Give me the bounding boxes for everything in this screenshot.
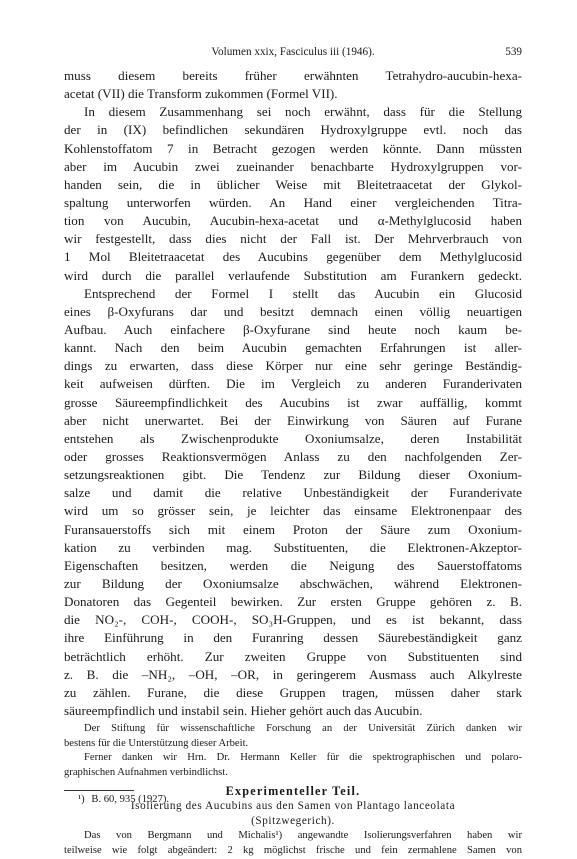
text-line: kannt. Nach den beim Aucubin gemachten Erfahrungen ist aller- <box>64 340 522 356</box>
text-line: Aufbau. Auch einfachere β-Oxyfurane sind heute noch kaum be- <box>64 321 522 337</box>
text-line: kation zu verbinden mag. Substituenten, die Elektronen-Akzeptor- <box>64 539 522 555</box>
text-line: säureempfindlich und instabil sein. Hieher gehört auch das Aucubin. <box>64 702 423 718</box>
footnote <box>78 794 169 805</box>
page-number: 539 <box>505 46 522 58</box>
text-line: eines β-Oxyfurans dar und besitzt demnach einen völlig neuartigen <box>64 303 522 319</box>
text-line: beträchtlich erhöht. Zur zweiten Gruppe von Substituenten sind <box>64 648 522 664</box>
text-line: muss diesem bereits früher erwähnten Tetrahydro-aucubin-hexa- <box>64 68 522 83</box>
section-heading: Experimenteller Teil. <box>225 784 361 799</box>
text-line: Furansauerstoffs sich mit einem Proton der Säure zum Oxonium- <box>64 521 522 537</box>
experimental-paragraph <box>64 829 522 858</box>
text-line: aber im Aucubin zwei zueinander benachbarte Hydroxylgruppen vor- <box>64 158 522 174</box>
experimental-line: teilweise wie folgt abgeändert: 2 kg möglichst frische und fein zermahlene Samen von <box>64 845 522 857</box>
subheading-line: Isolierung des Aucubins aus den Samen von Plantago lanceolata <box>130 800 456 813</box>
body-text <box>64 67 522 859</box>
text-line: handen sein, die in üblicher Weise mit Bleitetraacetat der Glykol- <box>64 176 522 192</box>
text-line: acetat (VII) die Transform zukommen (Formel VII). <box>64 86 338 102</box>
acknowledgements <box>64 722 522 780</box>
text-line: wir festgestellt, dass dies nicht der Fall ist. Der Mehrverbrauch von <box>64 231 522 247</box>
text-line: 1 Mol Bleitetraacetat des Aucubins gegenüber dem Methylglucosid <box>64 249 522 265</box>
text-line: der in (IX) befindlichen sekundären Hydroxylgruppe evtl. noch das <box>64 122 522 138</box>
text-line: Eigenschaften besitzen, werden die Neigung des Sauerstoffatoms <box>64 557 522 573</box>
text-line: wird um so grösser sein, je leichter das einsame Elektronenpaar des <box>64 503 522 519</box>
text-line: oder grosses Reaktionsvermögen Anlass zu den nachfolgenden Zer- <box>64 448 522 464</box>
main-paragraphs <box>64 67 522 720</box>
ack-line: graphischen Aufnahmen verbindlichst. <box>64 766 228 778</box>
footnote-marker: ¹) <box>78 794 85 805</box>
text-line: salze und damit die relative Unbeständigkeit der Furanderivate <box>64 485 522 501</box>
text-line: zur Bildung der Oxoniumsalze abschwächen, während Elektronen- <box>64 575 522 591</box>
text-line: Donatoren das Gegenteil bewirken. Zur ersten Gruppe gehören z. B. <box>64 594 522 610</box>
text-line: In diesem Zusammenhang sei noch erwähnt, dass für die Stellung <box>84 104 522 120</box>
text-line: zu zählen. Furane, die diese Gruppen tragen, müssen daher stark <box>64 684 522 700</box>
journal-volume-title: Volumen xxix, Fasciculus iii (1946). <box>211 46 375 58</box>
text-line: spaltung unterworfen würden. An Hand einer vergleichenden Titra- <box>64 194 522 210</box>
text-line: Entsprechend der Formel I stellt das Aucubin ein Glucosid <box>84 285 522 301</box>
text-line: grosse Säureempfindlichkeit des Aucubins ist zwar auffällig, kommt <box>64 394 522 410</box>
text-line: z. B. die –NH₂, –OH, –OR, in geringerem Ausmass auch Alkylreste <box>64 666 522 682</box>
ack-line: bestens für die Unterstützung dieser Arbeit. <box>64 737 249 749</box>
text-line: setzungsreaktionen gibt. Die Tendenz zur Bildung dieser Oxonium- <box>64 467 522 483</box>
text-line: dings zu erwarten, dass diese Körper nur eine sehr geringe Beständig- <box>64 358 522 374</box>
footnote-rule <box>64 790 134 791</box>
footnote-text: B. 60, 935 (1927). <box>91 794 170 805</box>
experimental-line: Das von Bergmann und Michalis¹) angewandte Isolierungsverfahren haben wir <box>84 830 522 842</box>
ack-line: Ferner danken wir Hrn. Dr. Hermann Keller für die spektrographischen und polaro- <box>84 752 522 764</box>
subheading-line: (Spitzwegerich). <box>251 815 335 828</box>
text-line: Kohlenstoffatom 7 in Betracht gezogen werden könnte. Dann müssten <box>64 140 522 156</box>
running-head <box>64 46 522 62</box>
text-line: aber nicht unerwartet. Bei der Einwirkung von Säuren auf Furane <box>64 412 522 428</box>
ack-line: Der Stiftung für wissenschaftliche Forschung an der Universität Zürich danken wir <box>84 723 522 735</box>
text-line: wird durch die parallel verlaufende Substitution am Furankern gedeckt. <box>64 267 522 283</box>
text-line: die NO₂-, COH-, COOH-, SO₃H-Gruppen, und es ist bekannt, dass <box>64 612 522 628</box>
text-line: tion von Aucubin, Aucubin-hexa-acetat und α-Methylglucosid haben <box>64 213 522 229</box>
text-line: keit aufweisen dürften. Die im Vergleich zu anderen Furanderivaten <box>64 376 522 392</box>
text-line: entstehen als Zwischenprodukte Oxoniumsalze, deren Instabilität <box>64 430 522 446</box>
text-line: ihre Einführung in den Furanring dessen Säurebeständigkeit ganz <box>64 630 522 646</box>
